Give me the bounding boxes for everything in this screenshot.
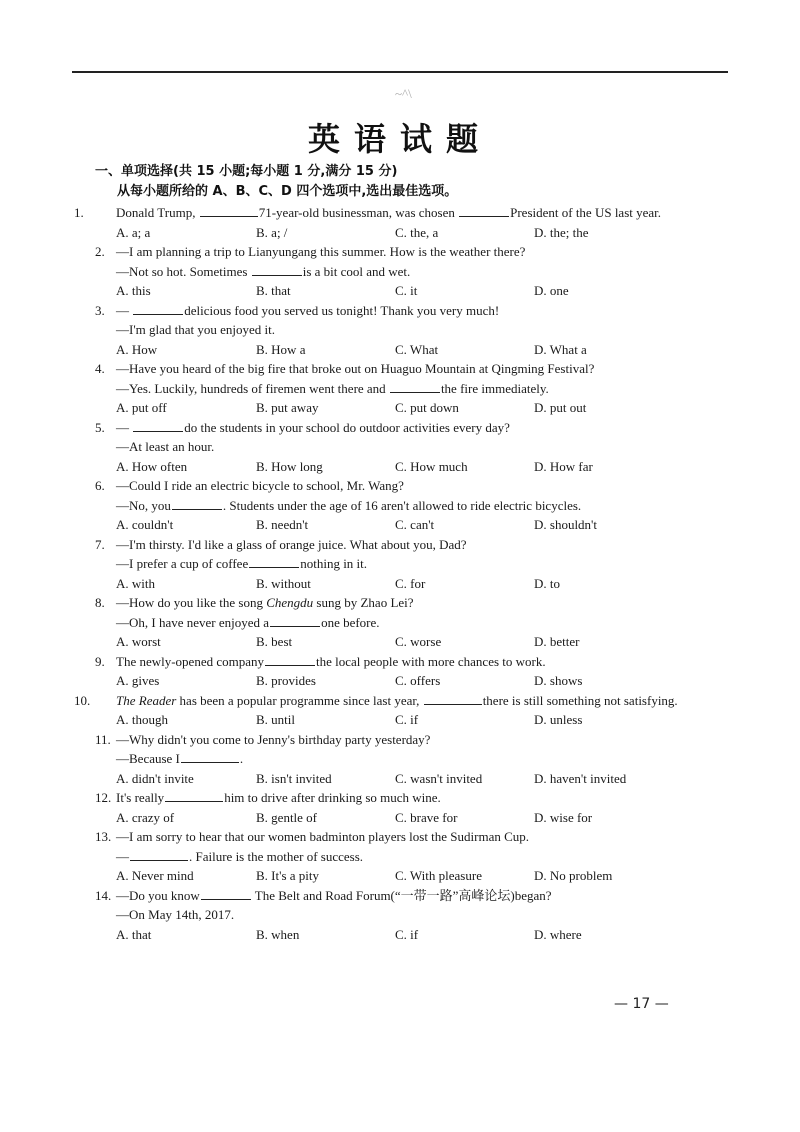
- option-a[interactable]: A. How often: [116, 458, 188, 474]
- question-number: 1.: [74, 205, 84, 220]
- question-stem: 14. —Do you know The Belt and Road Forum(“一带一路”高峰论坛)began?: [95, 886, 685, 906]
- question-stem: —I prefer a cup of coffee nothing in it.: [116, 556, 368, 571]
- option-b[interactable]: B. needn't: [256, 517, 309, 532]
- option-c[interactable]: C. the, a: [395, 224, 439, 240]
- question-stem: —Yes. Luckily, hundreds of firemen went there and the fire immediately.: [116, 380, 549, 396]
- option-c[interactable]: C. What: [395, 341, 439, 357]
- option-a[interactable]: A. with: [116, 575, 155, 591]
- option-d[interactable]: D. one: [534, 283, 569, 298]
- question-10: [74, 691, 685, 730]
- answer-blank[interactable]: [181, 749, 239, 763]
- top-rule: [72, 71, 728, 73]
- option-b[interactable]: B. How long: [256, 458, 323, 474]
- question-5: [95, 418, 685, 477]
- question-14: [95, 886, 685, 945]
- answer-blank[interactable]: [133, 418, 183, 432]
- question-stem: 6. —Could I ride an electric bicycle to school, Mr. Wang?: [95, 476, 685, 496]
- options-row: [95, 574, 685, 594]
- question-3: [95, 301, 685, 360]
- option-b[interactable]: B. that: [256, 283, 291, 298]
- question-13: [95, 827, 685, 886]
- option-b[interactable]: B. best: [256, 634, 293, 649]
- option-a[interactable]: A. How: [116, 341, 158, 357]
- question-11: [95, 730, 685, 789]
- options-row: [95, 515, 685, 535]
- options-row: [95, 340, 685, 360]
- option-b[interactable]: B. put away: [256, 400, 319, 415]
- answer-blank[interactable]: [249, 554, 299, 568]
- answer-blank[interactable]: [130, 847, 188, 861]
- answer-blank[interactable]: [172, 496, 222, 510]
- option-c[interactable]: C. for: [395, 575, 426, 591]
- option-c[interactable]: C. if: [395, 712, 419, 727]
- option-d[interactable]: D. wise for: [534, 809, 593, 825]
- option-d[interactable]: D. haven't invited: [534, 770, 627, 786]
- option-b[interactable]: B. provides: [256, 673, 316, 688]
- option-d[interactable]: D. to: [534, 575, 560, 591]
- question-12: [95, 788, 685, 827]
- programme-title: The Reader: [116, 692, 177, 708]
- question-stem: 12. It's really him to drive after drinking so much wine.: [95, 788, 685, 808]
- option-d[interactable]: D. unless: [534, 712, 583, 727]
- option-a[interactable]: A. this: [116, 283, 151, 298]
- question-number: 14.: [95, 887, 112, 903]
- option-a[interactable]: A. a; a: [116, 224, 151, 240]
- question-number: 7.: [95, 536, 105, 552]
- section-header: [95, 162, 457, 202]
- question-stem: 5. — do the students in your school do outdoor activities every day?: [95, 418, 685, 438]
- question-9: [95, 652, 685, 691]
- option-c[interactable]: C. worse: [395, 634, 442, 649]
- question-number: 11.: [95, 731, 111, 747]
- option-d[interactable]: D. better: [534, 634, 580, 649]
- option-a[interactable]: A. crazy of: [116, 809, 175, 825]
- option-d[interactable]: D. shouldn't: [534, 517, 598, 532]
- option-b[interactable]: B. It's a pity: [256, 868, 320, 883]
- option-d[interactable]: D. put out: [534, 400, 587, 415]
- option-d[interactable]: D. where: [534, 926, 582, 942]
- question-number: 3.: [95, 302, 105, 318]
- options-row: [95, 398, 685, 418]
- option-b[interactable]: B. gentle of: [256, 809, 318, 825]
- question-stem: 2. —I am planning a trip to Lianyungang this summer. How is the weather there?: [95, 242, 685, 262]
- question-number: 5.: [95, 419, 105, 435]
- question-stem: 1. Donald Trump, 71-year-old businessman, was chosen President of the US last year.: [95, 203, 685, 223]
- question-stem: 10. The Reader has been a popular programme since last year, there is still something not satisfying.: [95, 691, 685, 711]
- option-d[interactable]: D. What a: [534, 341, 587, 357]
- option-d[interactable]: D. No problem: [534, 868, 613, 883]
- option-c[interactable]: C. put down: [395, 400, 459, 415]
- question-number: 8.: [95, 595, 105, 610]
- option-d[interactable]: D. the; the: [534, 224, 589, 240]
- answer-blank[interactable]: [165, 788, 223, 802]
- question-stem: —Not so hot. Sometimes is a bit cool and wet.: [116, 263, 411, 279]
- question-1: [74, 203, 685, 242]
- question-stem: —Oh, I have never enjoyed a one before.: [116, 614, 380, 630]
- options-row: [95, 281, 685, 301]
- page-number: — 17 —: [614, 996, 669, 1012]
- question-number: 4.: [95, 361, 105, 376]
- options-row: [95, 632, 685, 652]
- option-a[interactable]: A. worst: [116, 634, 161, 649]
- answer-blank[interactable]: [265, 652, 315, 666]
- option-c[interactable]: C. can't: [395, 517, 435, 532]
- option-c[interactable]: C. wasn't invited: [395, 770, 483, 786]
- question-stem: 11. —Why didn't you come to Jenny's birthday party yesterday?: [95, 730, 685, 750]
- question-stem: 3. — delicious food you served us tonight! Thank you very much!: [95, 301, 685, 321]
- option-d[interactable]: D. shows: [534, 673, 583, 688]
- question-8: [95, 593, 685, 652]
- option-b[interactable]: B. a; /: [256, 224, 288, 240]
- option-c[interactable]: C. How much: [395, 458, 468, 474]
- options-row: [95, 769, 685, 789]
- question-number: 13.: [95, 829, 112, 844]
- option-d[interactable]: D. How far: [534, 458, 593, 474]
- pencil-mark: ~^\: [395, 86, 412, 101]
- option-c[interactable]: C. if: [395, 926, 419, 942]
- options-row: [95, 457, 685, 477]
- option-c[interactable]: C. brave for: [395, 809, 458, 825]
- option-b[interactable]: B. when: [256, 926, 300, 942]
- section-instruction: 从每小题所给的 A、B、C、D 四个选项中,选出最佳选项。: [117, 184, 458, 199]
- option-c[interactable]: C. With pleasure: [395, 868, 482, 883]
- option-b[interactable]: B. isn't invited: [256, 770, 332, 786]
- option-b[interactable]: B. How a: [256, 341, 306, 357]
- song-title: Chengdu: [266, 595, 314, 610]
- question-number: 12.: [95, 790, 112, 805]
- question-7: [95, 535, 685, 594]
- question-stem: 8. —How do you like the song Chengdu sung by Zhao Lei?: [95, 593, 685, 613]
- question-stem: — . Failure is the mother of success.: [116, 848, 364, 864]
- options-row: [95, 223, 685, 243]
- question-stem: 13. —I am sorry to hear that our women badminton players lost the Sudirman Cup.: [95, 827, 685, 847]
- option-a[interactable]: A. that: [116, 926, 152, 942]
- question-stem: —No, you . Students under the age of 16 aren't allowed to ride electric bicycles.: [116, 497, 582, 513]
- options-row: [95, 710, 685, 730]
- question-stem: —At least an hour.: [116, 439, 215, 454]
- question-number: 10.: [74, 692, 91, 708]
- question-number: 9.: [95, 653, 105, 669]
- answer-blank[interactable]: [459, 203, 509, 217]
- question-number: 2.: [95, 244, 105, 259]
- option-b[interactable]: B. without: [256, 575, 311, 591]
- question-stem: 7. —I'm thirsty. I'd like a glass of orange juice. What about you, Dad?: [95, 535, 685, 555]
- answer-blank[interactable]: [252, 262, 302, 276]
- answer-blank[interactable]: [133, 301, 183, 315]
- question-list: [74, 203, 685, 944]
- question-stem: 4. —Have you heard of the big fire that broke out on Huaguo Mountain at Qingming Festival?: [95, 359, 685, 379]
- question-6: [95, 476, 685, 535]
- option-c[interactable]: C. it: [395, 283, 418, 298]
- answer-blank[interactable]: [270, 613, 320, 627]
- page-title: 英语试题: [307, 120, 492, 158]
- option-a[interactable]: A. didn't invite: [116, 770, 194, 786]
- option-a[interactable]: A. though: [116, 712, 168, 727]
- section-heading: 一、单项选择(共 15 小题;每小题 1 分,满分 15 分): [95, 164, 398, 179]
- option-a[interactable]: A. couldn't: [116, 517, 174, 532]
- option-a[interactable]: A. gives: [116, 673, 160, 688]
- answer-blank[interactable]: [390, 379, 440, 393]
- option-a[interactable]: A. put off: [116, 400, 167, 415]
- question-stem: —I'm glad that you enjoyed it.: [116, 322, 276, 337]
- answer-blank[interactable]: [200, 203, 258, 217]
- question-number: 6.: [95, 478, 105, 493]
- question-stem: 9. The newly-opened company the local people with more chances to work.: [95, 652, 685, 672]
- options-row: [95, 925, 685, 945]
- option-a[interactable]: A. Never mind: [116, 868, 194, 883]
- answer-blank[interactable]: [424, 691, 482, 705]
- options-row: [95, 866, 685, 886]
- answer-blank[interactable]: [201, 886, 251, 900]
- option-b[interactable]: B. until: [256, 712, 296, 727]
- question-stem: —Because I .: [116, 751, 244, 766]
- question-4: [95, 359, 685, 418]
- option-c[interactable]: C. offers: [395, 673, 441, 688]
- options-row: [95, 808, 685, 828]
- question-2: [95, 242, 685, 301]
- options-row: [95, 671, 685, 691]
- question-stem: —On May 14th, 2017.: [116, 907, 235, 922]
